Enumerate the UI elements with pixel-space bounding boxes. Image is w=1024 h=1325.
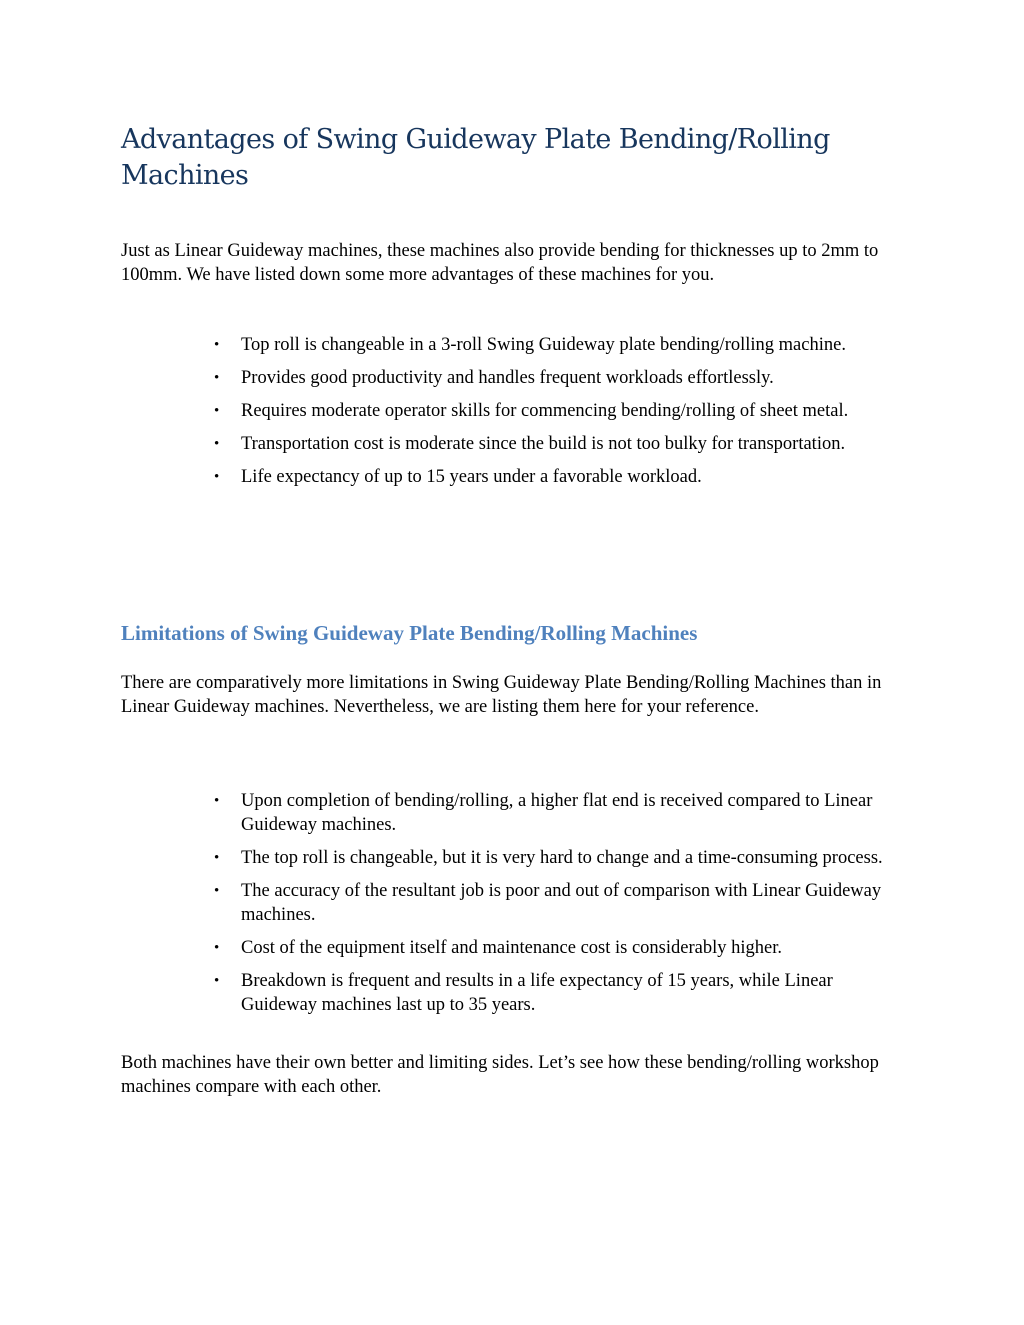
bullet-icon: • bbox=[214, 940, 220, 956]
list-item-text: Upon completion of bending/rolling, a higher flat end is received compared to Linear Guideway machines. bbox=[241, 791, 873, 835]
list-item-text: The accuracy of the resultant job is poor and out of comparison with Linear Guideway machines. bbox=[241, 881, 882, 925]
limitations-list bbox=[121, 789, 911, 1026]
advantages-list bbox=[121, 333, 911, 498]
limitations-heading: Limitations of Swing Guideway Plate Bending/Rolling Machines bbox=[121, 621, 698, 645]
list-item bbox=[121, 399, 911, 423]
list-item-text: Requires moderate operator skills for commencing bending/rolling of sheet metal. bbox=[241, 401, 849, 421]
bullet-icon: • bbox=[214, 436, 220, 452]
list-item bbox=[121, 936, 911, 960]
bullet-icon: • bbox=[214, 370, 220, 386]
list-item bbox=[121, 333, 911, 357]
list-item bbox=[121, 879, 911, 927]
list-item bbox=[121, 432, 911, 456]
bullet-icon: • bbox=[214, 403, 220, 419]
bullet-icon: • bbox=[214, 793, 220, 809]
list-item-text: Life expectancy of up to 15 years under a favorable workload. bbox=[241, 467, 702, 487]
list-item-text: The top roll is changeable, but it is very hard to change and a time-consuming process. bbox=[241, 848, 883, 868]
list-item-text: Top roll is changeable in a 3-roll Swing Guideway plate bending/rolling machine. bbox=[241, 335, 846, 355]
list-item-text: Provides good productivity and handles frequent workloads effortlessly. bbox=[241, 368, 774, 388]
list-item bbox=[121, 969, 911, 1017]
bullet-icon: • bbox=[214, 973, 220, 989]
bullet-icon: • bbox=[214, 850, 220, 866]
list-item bbox=[121, 366, 911, 390]
list-item bbox=[121, 789, 911, 837]
bullet-icon: • bbox=[214, 883, 220, 899]
list-item-text: Breakdown is frequent and results in a life expectancy of 15 years, while Linear Guideway machines last up to 35 years. bbox=[241, 971, 833, 1015]
list-item-text: Transportation cost is moderate since the build is not too bulky for transportation. bbox=[241, 434, 846, 454]
bullet-icon: • bbox=[214, 469, 220, 485]
limitations-intro-paragraph: There are comparatively more limitations in Swing Guideway Plate Bending/Rolling Machines than in Linear Guideway machines. Nevertheless, we are listing them here for your reference. bbox=[121, 673, 882, 717]
intro-paragraph: Just as Linear Guideway machines, these machines also provide bending for thicknesses up to 2mm to 100mm. We have listed down some more advantages of these machines for you. bbox=[121, 241, 879, 285]
bullet-icon: • bbox=[214, 337, 220, 353]
closing-paragraph: Both machines have their own better and limiting sides. Let’s see how these bending/rolling workshop machines compare with each other. bbox=[121, 1053, 879, 1097]
page-title: Advantages of Swing Guideway Plate Bending/Rolling Machines bbox=[121, 124, 830, 191]
list-item bbox=[121, 465, 911, 489]
list-item bbox=[121, 846, 911, 870]
list-item-text: Cost of the equipment itself and maintenance cost is considerably higher. bbox=[241, 938, 782, 958]
